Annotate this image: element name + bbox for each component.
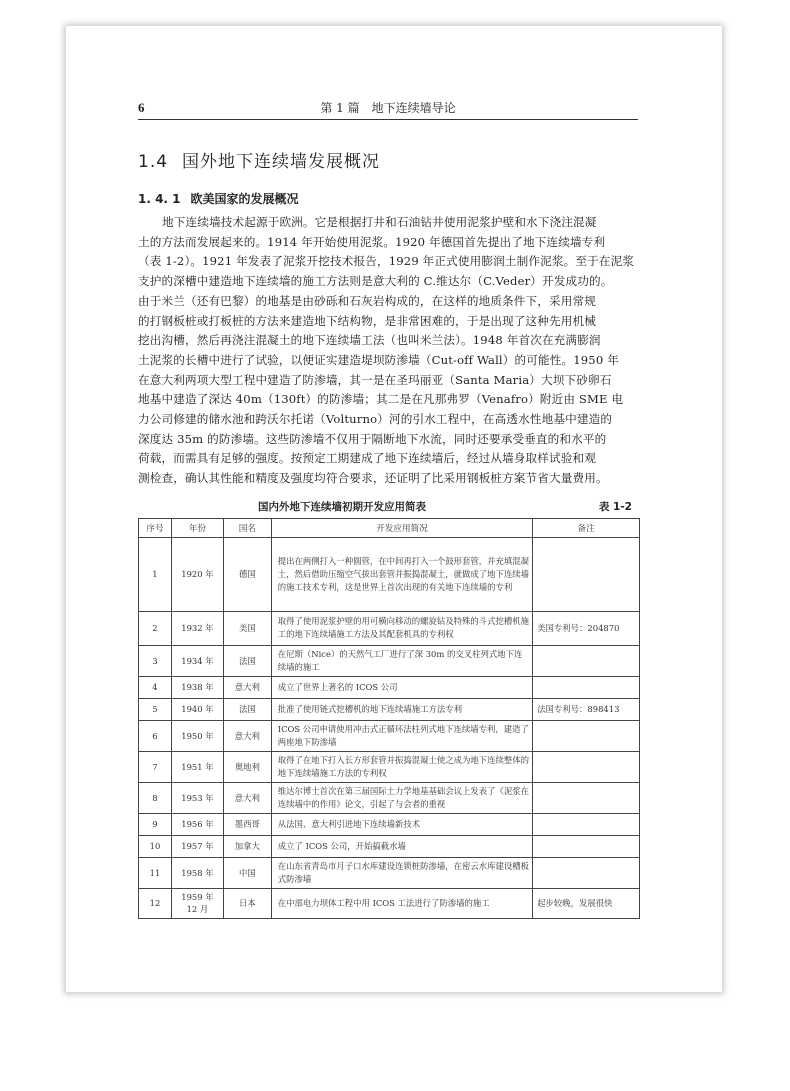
subsection-title xyxy=(138,190,638,207)
header-note: 备注 xyxy=(533,518,640,537)
row-number: 3 xyxy=(139,645,172,676)
header-no: 序号 xyxy=(139,518,172,537)
paragraph-line: 荷载，而需具有足够的强度。按预定工期建成了地下连续墙后，经过从墙身取样试验和观 xyxy=(138,451,597,466)
paragraph-line: 挖出沟槽，然后再浇注混凝土的地下连续墙工法（也叫米兰法）。1948 年首次在充满膨润 xyxy=(138,333,601,348)
row-number: 9 xyxy=(139,813,172,835)
row-description: 成立了世界上著名的 ICOS 公司 xyxy=(271,676,532,698)
row-description: 取得了在地下打入长方形套管并振捣混凝土使之成为地下连续整体的地下连续墙施工方法的专利权 xyxy=(271,751,532,782)
row-note: 法国专利号：898413 xyxy=(533,698,640,720)
row-description: 维达尔博士首次在第三届国际土力学地基基础会议上发表了《泥浆在连续墙中的作用》论文，引起了与会者的重视 xyxy=(271,782,532,813)
table-row xyxy=(139,720,640,751)
row-year: 1951 年 xyxy=(171,751,223,782)
table-body xyxy=(139,537,640,918)
row-note xyxy=(533,813,640,835)
row-note xyxy=(533,857,640,888)
row-number: 11 xyxy=(139,857,172,888)
table-row xyxy=(139,645,640,676)
row-year: 1950 年 xyxy=(171,720,223,751)
row-country: 加拿大 xyxy=(223,835,271,857)
paragraph-line: 测检查，确认其性能和精度及强度均符合要求，还证明了比采用钢板桩方案节省大量费用。 xyxy=(138,471,608,486)
subsection-number: 1. 4. 1 xyxy=(138,192,181,206)
table-row xyxy=(139,813,640,835)
row-country: 奥地利 xyxy=(223,751,271,782)
table-header-row xyxy=(139,518,640,537)
row-note xyxy=(533,676,640,698)
row-number: 4 xyxy=(139,676,172,698)
row-country: 意大利 xyxy=(223,782,271,813)
paragraph-line: 地下连续墙技术起源于欧洲。它是根据打井和石油钻井使用泥浆护壁和水下浇注混凝 xyxy=(162,215,597,229)
header-country: 国名 xyxy=(223,518,271,537)
row-year: 1920 年 xyxy=(171,537,223,611)
paragraph-line: 在意大利两项大型工程中建造了防渗墙，其一是在圣玛丽亚（Santa Maria）大坝下砂卵石 xyxy=(138,372,612,387)
table-row xyxy=(139,857,640,888)
paragraph-line: 力公司修建的储水池和跨沃尔托诺（Volturno）河的引水工程中，在高透水性地基中建造的 xyxy=(138,412,613,427)
row-description: 取得了使用泥浆护壁的用可横向移动的螺旋钻及特殊的斗式挖槽机施工的地下连续墙施工方法及其配套机具的专利权 xyxy=(271,611,532,645)
page-content xyxy=(138,100,638,919)
table-caption-text: 国内外地下连续墙初期开发应用简表 xyxy=(258,500,426,513)
paragraph-line: 土泥浆的长槽中进行了试验，以便证实建造堤坝防渗墙（Cut-off Wall）的可能性。1950 年 xyxy=(138,352,619,367)
development-table xyxy=(138,518,640,919)
table-row xyxy=(139,676,640,698)
row-note xyxy=(533,782,640,813)
paragraph-line: 由于米兰（还有巴黎）的地基是由砂砾和石灰岩构成的，在这样的地质条件下，采用常规 xyxy=(138,293,597,308)
running-title: 第 1 篇 地下连续墙导论 xyxy=(320,101,456,115)
row-number: 8 xyxy=(139,782,172,813)
body-paragraph xyxy=(138,213,638,489)
row-year: 1940 年 xyxy=(171,698,223,720)
section-number: 1.4 xyxy=(138,152,169,172)
table-row xyxy=(139,782,640,813)
paragraph-line: 支护的深槽中建造地下连续墙的施工方法则是意大利的 C.维达尔（C.Veder）开发成功的。 xyxy=(138,274,613,289)
paragraph-line: 深度达 35m 的防渗墙。这些防渗墙不仅用于隔断地下水流，同时还要承受垂直的和水平的 xyxy=(138,431,607,446)
table-number: 表 1-2 xyxy=(598,500,632,513)
section-title-text: 国外地下连续墙发展概况 xyxy=(182,152,381,172)
row-country: 墨西哥 xyxy=(223,813,271,835)
row-note xyxy=(533,751,640,782)
row-year: 1938 年 xyxy=(171,676,223,698)
paragraph-line: 地基中建造了深达 40m（130ft）的防渗墙；其二是在凡那弗罗（Venafro）附近由 SME 电 xyxy=(138,392,624,407)
page-header xyxy=(138,100,638,120)
row-year: 1934 年 xyxy=(171,645,223,676)
row-number: 12 xyxy=(139,888,172,918)
paragraph-line: 的打钢板桩或打板桩的方法来建造地下结构物，是非常困难的，于是出现了这种先用机械 xyxy=(138,313,597,328)
row-country: 意大利 xyxy=(223,720,271,751)
row-note: 起步较晚，发展很快 xyxy=(533,888,640,918)
table-row xyxy=(139,698,640,720)
row-description: 在山东省青岛市月子口水库建设连锁桩防渗墙，在密云水库建设槽板式防渗墙 xyxy=(271,857,532,888)
row-note xyxy=(533,645,640,676)
row-description: ICOS 公司申请使用冲击式正循环法柱列式地下连续墙专利，建造了两座地下防渗墙 xyxy=(271,720,532,751)
row-country: 意大利 xyxy=(223,676,271,698)
section-title xyxy=(138,147,638,172)
row-country: 法国 xyxy=(223,698,271,720)
row-note xyxy=(533,537,640,611)
row-year: 1953 年 xyxy=(171,782,223,813)
header-year: 年份 xyxy=(171,518,223,537)
row-description: 提出在两侧打入一种圆管，在中间再打入一个鼓形套管，并充填混凝土，然后借助压缩空气拔出套管并振捣混凝土，就做成了地下连续墙的施工技术专利，这是世界上首次出现的有关地下连续墙的专利 xyxy=(271,537,532,611)
row-country: 德国 xyxy=(223,537,271,611)
row-country: 美国 xyxy=(223,611,271,645)
document-page xyxy=(66,26,722,992)
row-year: 1932 年 xyxy=(171,611,223,645)
table-row xyxy=(139,611,640,645)
row-number: 7 xyxy=(139,751,172,782)
row-note: 美国专利号：204870 xyxy=(533,611,640,645)
row-description: 成立了 ICOS 公司，开始搞截水墙 xyxy=(271,835,532,857)
paragraph-line: 土的方法而发展起来的。1914 年开始使用泥浆。1920 年德国首先提出了地下连续墙专利 xyxy=(138,234,606,249)
row-number: 1 xyxy=(139,537,172,611)
row-note xyxy=(533,720,640,751)
row-number: 2 xyxy=(139,611,172,645)
row-description: 在中部电力坝体工程中用 ICOS 工法进行了防渗墙的施工 xyxy=(271,888,532,918)
row-country: 日本 xyxy=(223,888,271,918)
row-number: 5 xyxy=(139,698,172,720)
page-number: 6 xyxy=(138,100,145,115)
row-description: 从法国、意大利引进地下连续墙新技术 xyxy=(271,813,532,835)
subsection-title-text: 欧美国家的发展概况 xyxy=(190,192,299,206)
row-number: 6 xyxy=(139,720,172,751)
row-description: 在尼斯（Nice）的天然气工厂进行了深 30m 的交叉柱列式地下连续墙的施工 xyxy=(271,645,532,676)
row-year: 1959 年 12 月 xyxy=(171,888,223,918)
row-country: 法国 xyxy=(223,645,271,676)
table-row xyxy=(139,835,640,857)
header-description: 开发应用简况 xyxy=(271,518,532,537)
row-year: 1957 年 xyxy=(171,835,223,857)
row-year: 1956 年 xyxy=(171,813,223,835)
table-row xyxy=(139,888,640,918)
row-year: 1958 年 xyxy=(171,857,223,888)
paragraph-line: （表 1-2）。1921 年发表了泥浆开挖技术报告，1929 年正式使用膨润土制作泥浆。至于在泥浆 xyxy=(138,254,635,269)
row-note xyxy=(533,835,640,857)
row-description: 批准了使用链式挖槽机的地下连续墙施工方法专利 xyxy=(271,698,532,720)
row-country: 中国 xyxy=(223,857,271,888)
table-caption xyxy=(138,499,638,514)
table-row xyxy=(139,537,640,611)
table-row xyxy=(139,751,640,782)
row-number: 10 xyxy=(139,835,172,857)
